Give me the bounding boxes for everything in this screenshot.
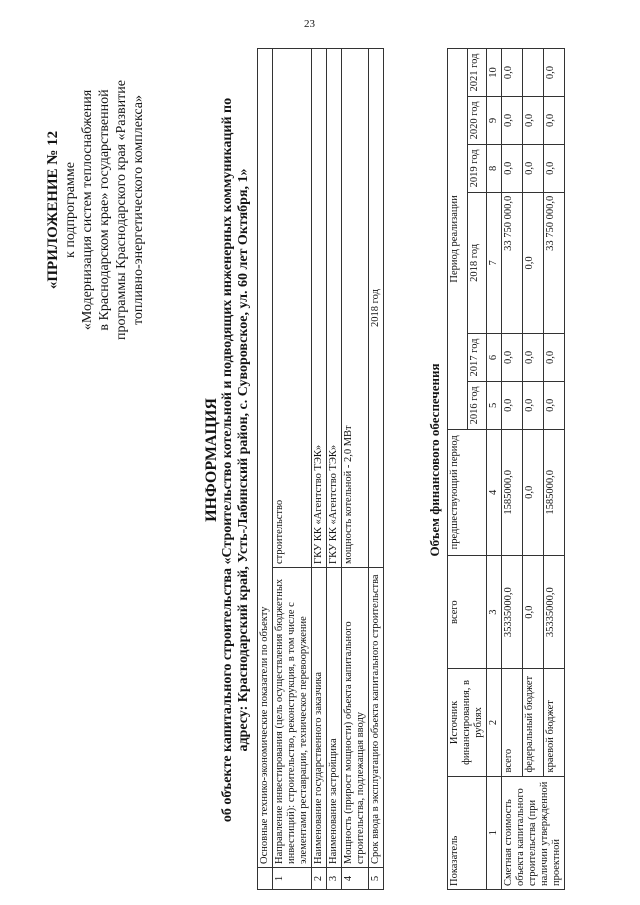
row-number: 4 xyxy=(342,868,369,890)
row-value: 2018 год xyxy=(369,49,384,568)
source-cell: всего xyxy=(502,669,523,776)
col-number: 9 xyxy=(487,96,502,144)
year-cell: 0,0 xyxy=(544,144,565,192)
total-cell: 0,0 xyxy=(523,555,544,668)
table-row xyxy=(448,49,468,890)
table-row xyxy=(273,49,312,890)
year-cell: 0,0 xyxy=(502,334,523,382)
row-label: Наименование государственного заказчика xyxy=(312,568,327,868)
col-number: 8 xyxy=(487,144,502,192)
row-value: строительство xyxy=(273,49,312,568)
info-heading: ИНФОРМАЦИЯ xyxy=(203,398,220,522)
col-number: 4 xyxy=(487,429,502,555)
row-number: 3 xyxy=(327,868,342,890)
col-header-indicator: Показатель xyxy=(448,776,487,889)
year-cell: 0,0 xyxy=(544,96,565,144)
table-row xyxy=(523,49,544,890)
info-line: об объекте капитального строительства «Строительство котельной и подводящих инженерных коммуникаций по xyxy=(220,97,235,823)
appendix-line: в Краснодарском крае» государственной xyxy=(97,89,112,331)
row-label: Направление инвестирования (цель осуществления бюджетных инвестиций): строительство, реконструкция, в том числе с элементами реставрации, техническое перевооружение xyxy=(273,568,312,868)
col-header-year: 2020 год xyxy=(467,96,487,144)
params-corner xyxy=(258,868,273,890)
col-number: 7 xyxy=(487,192,502,333)
col-number: 10 xyxy=(487,49,502,97)
appendix-line: топливно-энергетического комплекса» xyxy=(131,95,146,325)
info-title-block xyxy=(204,30,252,890)
year-cell: 0,0 xyxy=(523,144,544,192)
year-cell: 0,0 xyxy=(523,334,544,382)
year-cell: 33 750 000,0 xyxy=(544,192,565,333)
col-header-year: 2018 год xyxy=(467,192,487,333)
col-number: 2 xyxy=(487,669,502,776)
table-row xyxy=(502,49,523,890)
year-cell: 0,0 xyxy=(502,144,523,192)
source-cell: краевой бюджет xyxy=(544,669,565,776)
col-header-year: 2017 год xyxy=(467,334,487,382)
col-header-year: 2019 год xyxy=(467,144,487,192)
year-cell xyxy=(523,49,544,97)
total-cell: 35335000,0 xyxy=(544,555,565,668)
info-line: адресу: Краснодарский край, Усть-Лабинский район, с. Суворовское, ул. 60 лет Октября, 1» xyxy=(236,168,251,752)
table-row xyxy=(342,49,369,890)
year-cell: 0,0 xyxy=(544,381,565,429)
appendix-line: к подпрограмме xyxy=(63,162,78,258)
finance-section-title: Объем финансового обеспечения xyxy=(427,363,442,557)
year-cell: 0,0 xyxy=(502,49,523,97)
col-number: 6 xyxy=(487,334,502,382)
page-number: 23 xyxy=(304,18,315,30)
prior-cell: 0,0 xyxy=(523,429,544,555)
table-row xyxy=(544,49,565,890)
row-label: Наименование застройщика xyxy=(327,568,342,868)
col-header-year: 2021 год xyxy=(467,49,487,97)
total-cell: 35335000,0 xyxy=(502,555,523,668)
table-row xyxy=(327,49,342,890)
finance-table xyxy=(447,48,565,890)
rotated-page xyxy=(17,30,622,890)
prior-cell: 1585000,0 xyxy=(502,429,523,555)
table-row xyxy=(487,49,502,890)
year-cell: 0,0 xyxy=(523,381,544,429)
year-cell: 0,0 xyxy=(502,381,523,429)
year-cell: 33 750 000,0 xyxy=(502,192,523,333)
appendix-line: «Модернизация систем теплоснабжения xyxy=(80,89,95,331)
params-header: Основные технико-экономические показатели по объекту xyxy=(258,49,273,868)
year-cell: 0,0 xyxy=(523,192,544,333)
table-row xyxy=(258,49,273,890)
year-cell: 0,0 xyxy=(544,334,565,382)
year-cell: 0,0 xyxy=(523,96,544,144)
row-value: ГКУ КК «Агентство ТЭК» xyxy=(312,49,327,568)
col-number: 3 xyxy=(487,555,502,668)
col-number: 1 xyxy=(487,776,502,889)
appendix-block xyxy=(45,45,147,375)
params-table xyxy=(257,48,384,890)
col-header-prior: предшествующий период xyxy=(448,429,487,555)
indicator-cell: Сметная стоимость объекта капитального строительства (при наличии утвержденной проектной xyxy=(502,776,565,889)
row-value: мощность котельной - 2,0 МВт xyxy=(342,49,369,568)
row-value: ГКУ КК «Агентство ТЭК» xyxy=(327,49,342,568)
row-label: Срок ввода в эксплуатацию объекта капитального строительства xyxy=(369,568,384,868)
appendix-title: «ПРИЛОЖЕНИЕ № 12 xyxy=(45,130,61,290)
col-header-total: всего xyxy=(448,555,487,668)
appendix-line: программы Краснодарского края «Развитие xyxy=(114,80,129,340)
prior-cell: 1585000,0 xyxy=(544,429,565,555)
row-number: 5 xyxy=(369,868,384,890)
col-header-year: 2016 год xyxy=(467,381,487,429)
table-row xyxy=(369,49,384,890)
source-cell: федеральный бюджет xyxy=(523,669,544,776)
col-header-realization: Период реализации xyxy=(448,49,468,430)
row-number: 2 xyxy=(312,868,327,890)
col-header-source: Источник финансирования, в рублях xyxy=(448,669,487,776)
row-number: 1 xyxy=(273,868,312,890)
table-row xyxy=(312,49,327,890)
year-cell: 0,0 xyxy=(502,96,523,144)
col-number: 5 xyxy=(487,381,502,429)
year-cell: 0,0 xyxy=(544,49,565,97)
row-label: Мощность (прирост мощности) объекта капитального строительства, подлежащая вводу xyxy=(342,568,369,868)
